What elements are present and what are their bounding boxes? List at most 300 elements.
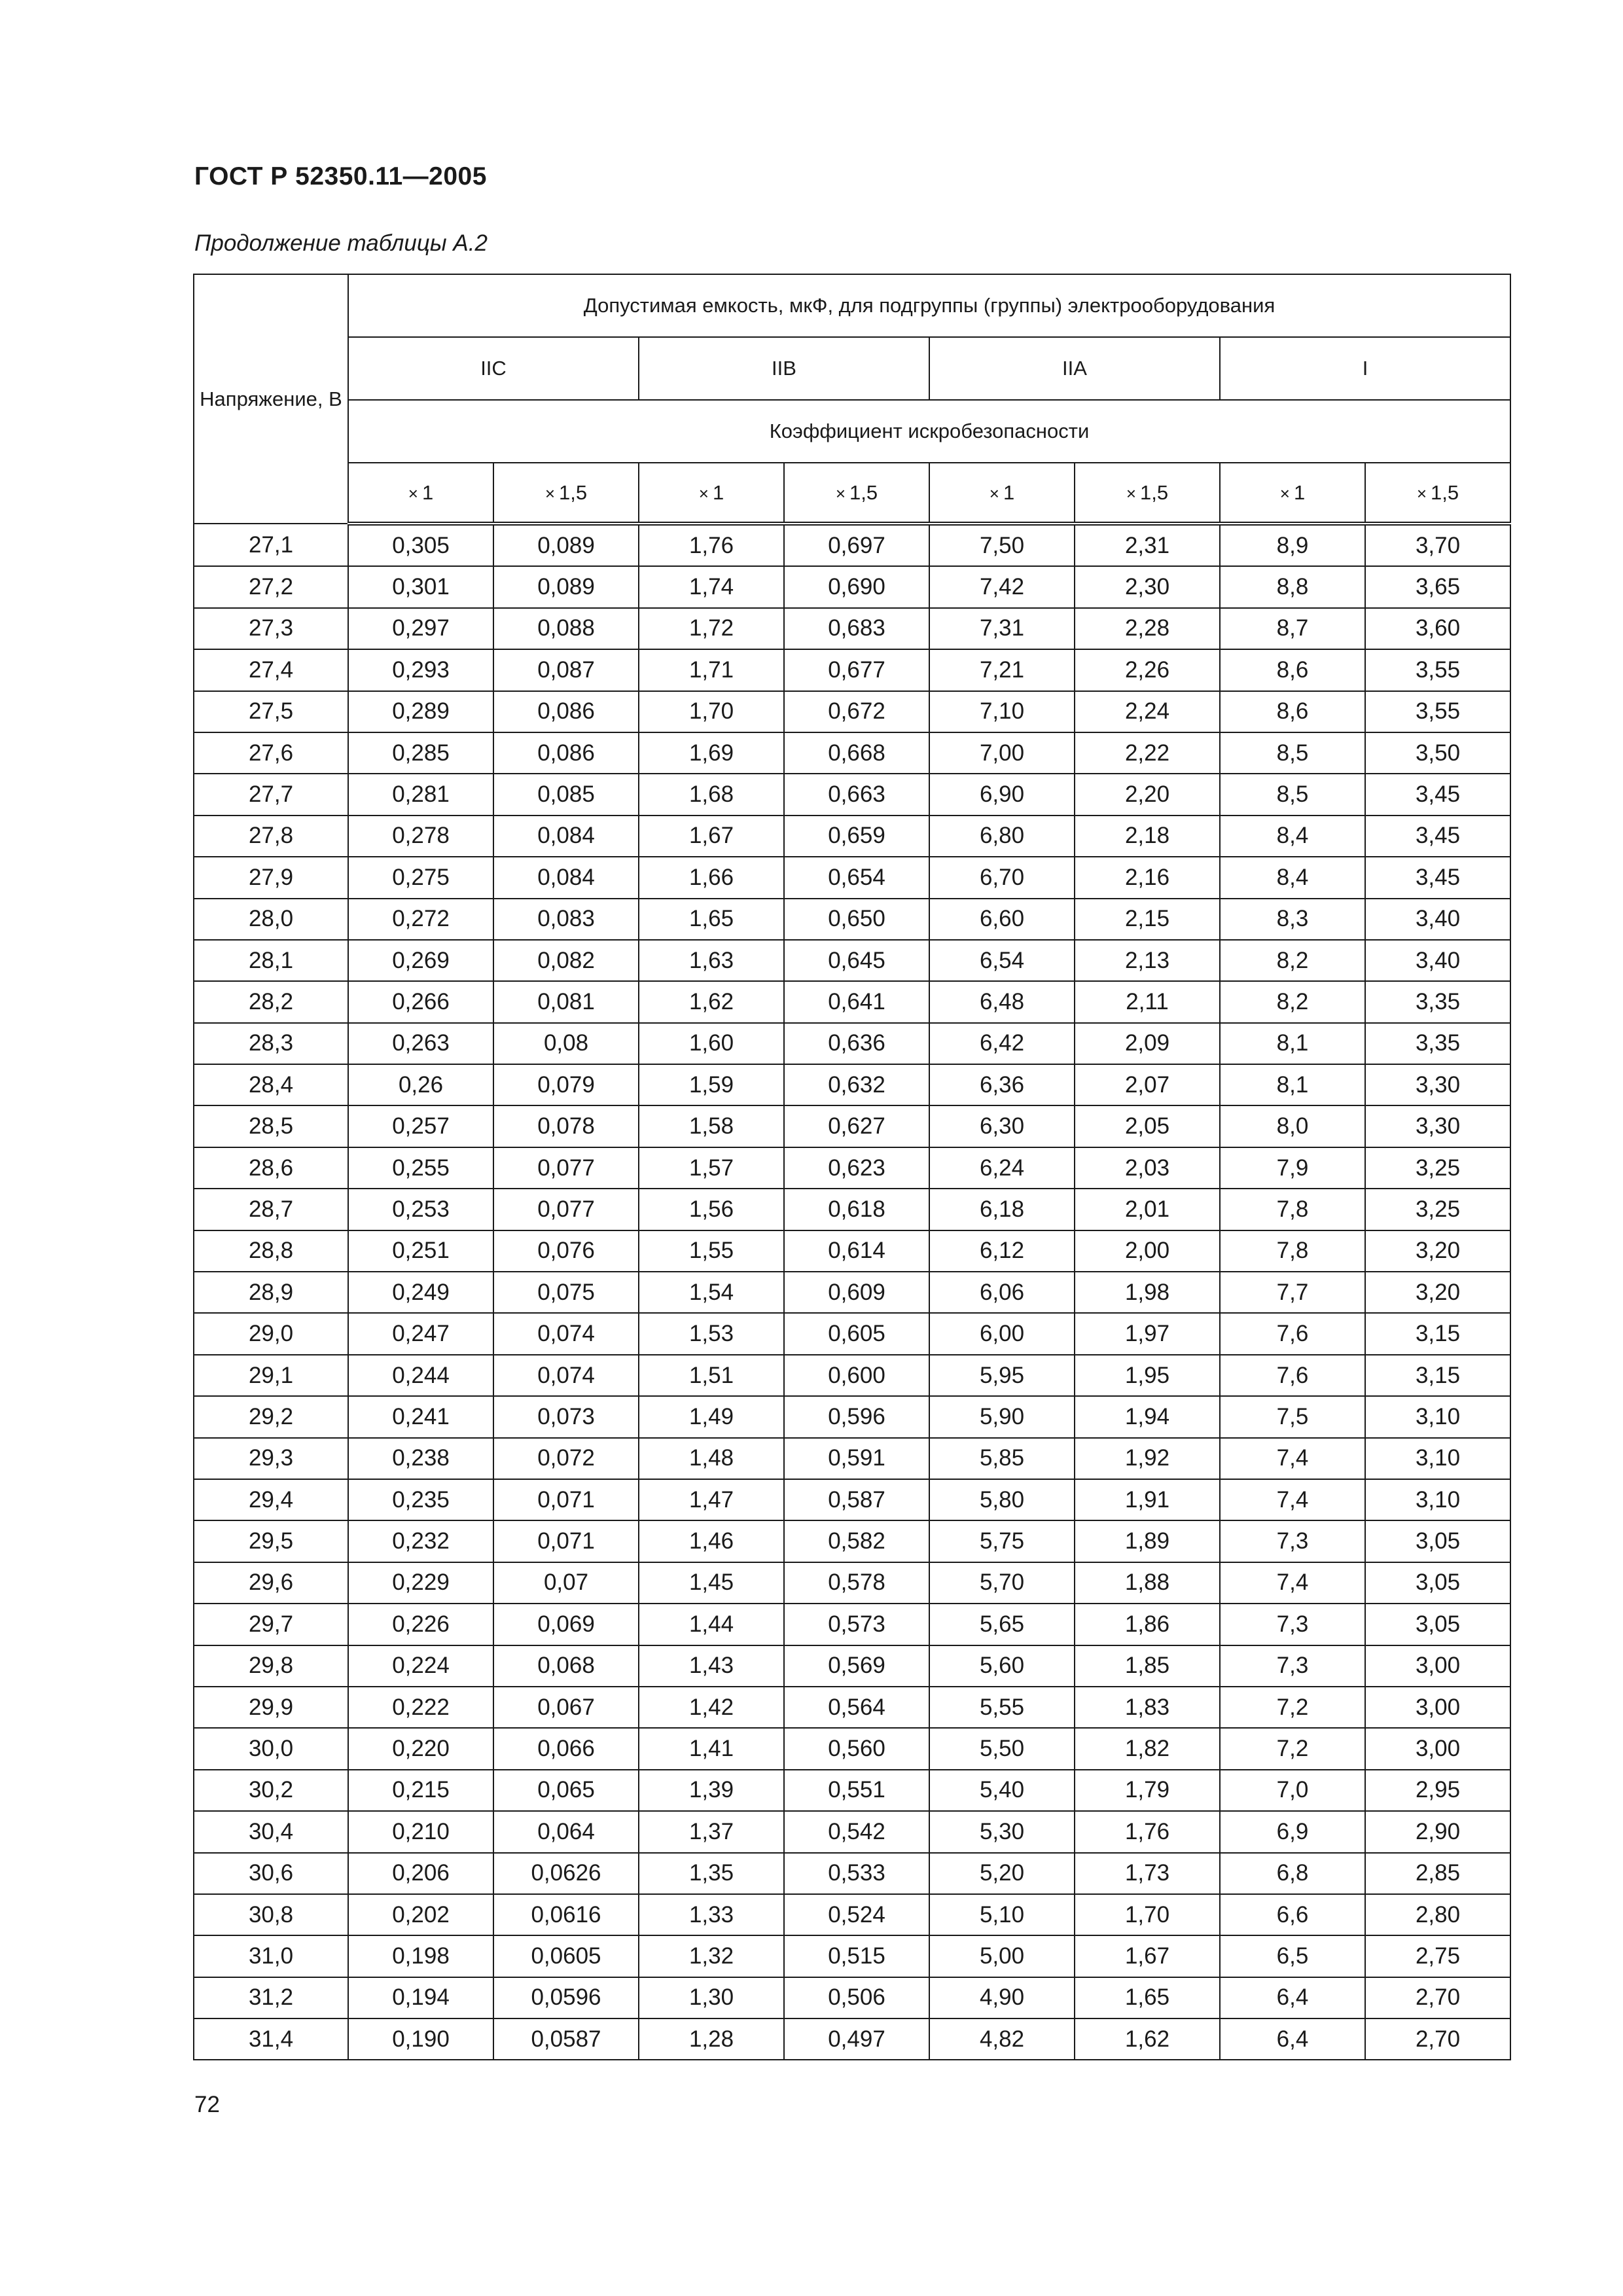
capacitance-cell: 0,293 bbox=[348, 649, 493, 691]
voltage-cell: 30,4 bbox=[194, 1811, 348, 1852]
capacitance-cell: 6,4 bbox=[1220, 2018, 1365, 2060]
capacitance-cell: 6,4 bbox=[1220, 1977, 1365, 2018]
capacitance-cell: 1,73 bbox=[1075, 1853, 1220, 1894]
capacitance-cell: 3,40 bbox=[1365, 899, 1510, 940]
capacitance-cell: 5,60 bbox=[929, 1645, 1075, 1687]
capacitance-cell: 2,75 bbox=[1365, 1935, 1510, 1977]
capacity-header: Допустимая емкость, мкФ, для подгруппы (группы) электрооборудования bbox=[348, 274, 1510, 337]
capacitance-cell: 1,65 bbox=[1075, 1977, 1220, 2018]
capacitance-cell: 1,95 bbox=[1075, 1355, 1220, 1396]
capacitance-cell: 0,075 bbox=[493, 1272, 639, 1313]
capacitance-cell: 0,069 bbox=[493, 1604, 639, 1645]
capacitance-cell: 2,18 bbox=[1075, 816, 1220, 857]
table-row bbox=[194, 1977, 1510, 2018]
capacitance-cell: 2,95 bbox=[1365, 1770, 1510, 1811]
capacitance-cell: 6,30 bbox=[929, 1105, 1075, 1147]
capacitance-cell: 0,645 bbox=[784, 940, 929, 981]
table-row bbox=[194, 1105, 1510, 1147]
capacitance-cell: 1,62 bbox=[1075, 2018, 1220, 2060]
voltage-cell: 28,3 bbox=[194, 1023, 348, 1064]
capacitance-cell: 1,51 bbox=[639, 1355, 784, 1396]
safety-factor-value: 1,5 bbox=[1140, 480, 1169, 504]
capacitance-cell: 1,66 bbox=[639, 857, 784, 898]
capacitance-cell: 3,25 bbox=[1365, 1189, 1510, 1230]
safety-factor-cell bbox=[784, 463, 929, 524]
voltage-cell: 28,8 bbox=[194, 1230, 348, 1272]
capacitance-cell: 4,90 bbox=[929, 1977, 1075, 2018]
capacitance-cell: 7,00 bbox=[929, 732, 1075, 774]
capacitance-cell: 2,13 bbox=[1075, 940, 1220, 981]
capacitance-cell: 5,90 bbox=[929, 1396, 1075, 1437]
voltage-cell: 29,7 bbox=[194, 1604, 348, 1645]
capacitance-cell: 1,45 bbox=[639, 1562, 784, 1604]
capacitance-cell: 1,46 bbox=[639, 1520, 784, 1562]
capacitance-cell: 0,077 bbox=[493, 1147, 639, 1189]
table-row bbox=[194, 691, 1510, 732]
table-row bbox=[194, 1189, 1510, 1230]
table-row bbox=[194, 1894, 1510, 1935]
capacitance-cell: 8,6 bbox=[1220, 691, 1365, 732]
table-row bbox=[194, 1438, 1510, 1479]
capacitance-cell: 6,6 bbox=[1220, 1894, 1365, 1935]
multiply-sign: × bbox=[698, 483, 709, 503]
capacitance-cell: 3,10 bbox=[1365, 1396, 1510, 1437]
capacitance-cell: 1,32 bbox=[639, 1935, 784, 1977]
capacitance-cell: 3,30 bbox=[1365, 1105, 1510, 1147]
voltage-cell: 28,4 bbox=[194, 1064, 348, 1105]
voltage-cell: 30,8 bbox=[194, 1894, 348, 1935]
capacitance-cell: 3,15 bbox=[1365, 1313, 1510, 1354]
capacitance-cell: 8,4 bbox=[1220, 816, 1365, 857]
capacitance-cell: 0,064 bbox=[493, 1811, 639, 1852]
voltage-cell: 29,5 bbox=[194, 1520, 348, 1562]
capacitance-cell: 7,10 bbox=[929, 691, 1075, 732]
capacitance-cell: 0,235 bbox=[348, 1479, 493, 1520]
capacitance-cell: 1,70 bbox=[639, 691, 784, 732]
capacitance-cell: 2,31 bbox=[1075, 524, 1220, 566]
table-row bbox=[194, 1520, 1510, 1562]
capacitance-cell: 2,22 bbox=[1075, 732, 1220, 774]
table-row bbox=[194, 524, 1510, 566]
capacitance-cell: 8,2 bbox=[1220, 940, 1365, 981]
capacitance-cell: 0,627 bbox=[784, 1105, 929, 1147]
capacitance-cell: 6,18 bbox=[929, 1189, 1075, 1230]
capacitance-cell: 6,06 bbox=[929, 1272, 1075, 1313]
capacitance-cell: 2,00 bbox=[1075, 1230, 1220, 1272]
capacitance-cell: 0,632 bbox=[784, 1064, 929, 1105]
capacitance-cell: 5,65 bbox=[929, 1604, 1075, 1645]
capacitance-cell: 3,05 bbox=[1365, 1520, 1510, 1562]
capacitance-cell: 5,40 bbox=[929, 1770, 1075, 1811]
table-row bbox=[194, 1604, 1510, 1645]
capacitance-cell: 1,62 bbox=[639, 981, 784, 1022]
voltage-cell: 27,7 bbox=[194, 774, 348, 815]
capacitance-cell: 0,251 bbox=[348, 1230, 493, 1272]
capacitance-cell: 0,089 bbox=[493, 566, 639, 607]
capacitance-cell: 1,35 bbox=[639, 1853, 784, 1894]
capacitance-cell: 0,569 bbox=[784, 1645, 929, 1687]
capacitance-cell: 5,70 bbox=[929, 1562, 1075, 1604]
capacitance-cell: 1,37 bbox=[639, 1811, 784, 1852]
capacitance-cell: 0,222 bbox=[348, 1687, 493, 1728]
capacitance-cell: 1,68 bbox=[639, 774, 784, 815]
capacitance-cell: 0,697 bbox=[784, 524, 929, 566]
capacitance-cell: 0,076 bbox=[493, 1230, 639, 1272]
safety-factor-value: 1 bbox=[712, 480, 724, 504]
capacitance-cell: 0,078 bbox=[493, 1105, 639, 1147]
document-id: ГОСТ Р 52350.11—2005 bbox=[194, 162, 487, 190]
capacitance-cell: 1,41 bbox=[639, 1728, 784, 1769]
capacitance-cell: 0,506 bbox=[784, 1977, 929, 2018]
capacitance-cell: 0,677 bbox=[784, 649, 929, 691]
capacitance-cell: 1,48 bbox=[639, 1438, 784, 1479]
capacitance-cell: 0,07 bbox=[493, 1562, 639, 1604]
capacitance-cell: 1,79 bbox=[1075, 1770, 1220, 1811]
capacitance-cell: 0,249 bbox=[348, 1272, 493, 1313]
capacitance-cell: 2,30 bbox=[1075, 566, 1220, 607]
capacitance-cell: 7,6 bbox=[1220, 1313, 1365, 1354]
capacitance-cell: 0,609 bbox=[784, 1272, 929, 1313]
multiply-sign: × bbox=[989, 483, 999, 503]
capacitance-cell: 5,80 bbox=[929, 1479, 1075, 1520]
table-row bbox=[194, 1562, 1510, 1604]
capacitance-cell: 1,30 bbox=[639, 1977, 784, 2018]
capacitance-cell: 8,5 bbox=[1220, 774, 1365, 815]
capacitance-cell: 0,253 bbox=[348, 1189, 493, 1230]
capacitance-cell: 0,542 bbox=[784, 1811, 929, 1852]
capacitance-cell: 2,05 bbox=[1075, 1105, 1220, 1147]
capacitance-cell: 0,210 bbox=[348, 1811, 493, 1852]
capacitance-cell: 2,01 bbox=[1075, 1189, 1220, 1230]
capacitance-cell: 0,0587 bbox=[493, 2018, 639, 2060]
capacitance-cell: 2,09 bbox=[1075, 1023, 1220, 1064]
capacitance-cell: 3,40 bbox=[1365, 940, 1510, 981]
capacitance-cell: 0,663 bbox=[784, 774, 929, 815]
capacitance-cell: 6,42 bbox=[929, 1023, 1075, 1064]
capacitance-cell: 5,10 bbox=[929, 1894, 1075, 1935]
voltage-cell: 27,9 bbox=[194, 857, 348, 898]
capacitance-cell: 0,683 bbox=[784, 608, 929, 649]
capacitance-cell: 0,524 bbox=[784, 1894, 929, 1935]
capacitance-cell: 6,80 bbox=[929, 816, 1075, 857]
capacitance-cell: 0,573 bbox=[784, 1604, 929, 1645]
voltage-cell: 29,6 bbox=[194, 1562, 348, 1604]
safety-factor-cell bbox=[639, 463, 784, 524]
voltage-cell: 28,0 bbox=[194, 899, 348, 940]
capacitance-cell: 0,081 bbox=[493, 981, 639, 1022]
capacitance-cell: 0,238 bbox=[348, 1438, 493, 1479]
capacitance-cell: 5,20 bbox=[929, 1853, 1075, 1894]
table-row bbox=[194, 899, 1510, 940]
voltage-cell: 29,0 bbox=[194, 1313, 348, 1354]
capacitance-cell: 0,226 bbox=[348, 1604, 493, 1645]
table-row bbox=[194, 649, 1510, 691]
capacitance-cell: 1,97 bbox=[1075, 1313, 1220, 1354]
capacitance-cell: 8,7 bbox=[1220, 608, 1365, 649]
table-row bbox=[194, 1687, 1510, 1728]
capacitance-cell: 0,0616 bbox=[493, 1894, 639, 1935]
capacitance-cell: 6,48 bbox=[929, 981, 1075, 1022]
capacitance-cell: 1,72 bbox=[639, 608, 784, 649]
capacitance-cell: 1,53 bbox=[639, 1313, 784, 1354]
voltage-cell: 28,5 bbox=[194, 1105, 348, 1147]
capacitance-cell: 1,69 bbox=[639, 732, 784, 774]
safety-factor-header: Коэффициент искробезопасности bbox=[348, 400, 1510, 463]
capacitance-cell: 3,20 bbox=[1365, 1230, 1510, 1272]
capacitance-cell: 0,275 bbox=[348, 857, 493, 898]
capacitance-cell: 0,068 bbox=[493, 1645, 639, 1687]
safety-factor-cell bbox=[929, 463, 1075, 524]
capacitance-cell: 0,533 bbox=[784, 1853, 929, 1894]
capacitance-cell: 8,5 bbox=[1220, 732, 1365, 774]
capacitance-cell: 5,50 bbox=[929, 1728, 1075, 1769]
voltage-cell: 30,0 bbox=[194, 1728, 348, 1769]
capacitance-cell: 7,7 bbox=[1220, 1272, 1365, 1313]
capacitance-cell: 1,91 bbox=[1075, 1479, 1220, 1520]
capacitance-cell: 7,50 bbox=[929, 524, 1075, 566]
capacitance-cell: 1,74 bbox=[639, 566, 784, 607]
table-caption: Продолжение таблицы А.2 bbox=[194, 230, 488, 256]
multiply-sign: × bbox=[835, 483, 846, 503]
capacitance-cell: 5,00 bbox=[929, 1935, 1075, 1977]
capacitance-cell: 2,15 bbox=[1075, 899, 1220, 940]
capacitance-cell: 1,54 bbox=[639, 1272, 784, 1313]
capacitance-cell: 3,60 bbox=[1365, 608, 1510, 649]
page-number: 72 bbox=[194, 2092, 220, 2117]
capacitance-cell: 0,247 bbox=[348, 1313, 493, 1354]
capacitance-cell: 0,244 bbox=[348, 1355, 493, 1396]
capacitance-cell: 3,70 bbox=[1365, 524, 1510, 566]
capacitance-cell: 2,11 bbox=[1075, 981, 1220, 1022]
capacitance-cell: 0,636 bbox=[784, 1023, 929, 1064]
capacitance-cell: 1,42 bbox=[639, 1687, 784, 1728]
voltage-cell: 27,8 bbox=[194, 816, 348, 857]
capacitance-cell: 0,084 bbox=[493, 816, 639, 857]
capacitance-cell: 6,36 bbox=[929, 1064, 1075, 1105]
voltage-cell: 27,6 bbox=[194, 732, 348, 774]
capacitance-cell: 0,596 bbox=[784, 1396, 929, 1437]
voltage-cell: 28,9 bbox=[194, 1272, 348, 1313]
voltage-cell: 29,4 bbox=[194, 1479, 348, 1520]
safety-factor-cell bbox=[1220, 463, 1365, 524]
capacitance-cell: 1,67 bbox=[1075, 1935, 1220, 1977]
capacitance-cell: 0,072 bbox=[493, 1438, 639, 1479]
table-row bbox=[194, 1853, 1510, 1894]
capacitance-cell: 1,59 bbox=[639, 1064, 784, 1105]
safety-factor-value: 1 bbox=[1293, 480, 1306, 504]
capacitance-cell: 3,45 bbox=[1365, 774, 1510, 815]
capacitance-cell: 0,073 bbox=[493, 1396, 639, 1437]
capacitance-cell: 7,4 bbox=[1220, 1438, 1365, 1479]
capacitance-cell: 0,618 bbox=[784, 1189, 929, 1230]
capacitance-cell: 6,9 bbox=[1220, 1811, 1365, 1852]
voltage-cell: 29,9 bbox=[194, 1687, 348, 1728]
capacitance-cell: 1,56 bbox=[639, 1189, 784, 1230]
capacitance-cell: 3,25 bbox=[1365, 1147, 1510, 1189]
capacitance-cell: 0,0626 bbox=[493, 1853, 639, 1894]
capacitance-cell: 0,272 bbox=[348, 899, 493, 940]
capacitance-cell: 0,281 bbox=[348, 774, 493, 815]
capacitance-cell: 1,82 bbox=[1075, 1728, 1220, 1769]
table-row bbox=[194, 1396, 1510, 1437]
capacitance-cell: 0,084 bbox=[493, 857, 639, 898]
capacitance-cell: 8,8 bbox=[1220, 566, 1365, 607]
capacitance-cell: 0,085 bbox=[493, 774, 639, 815]
capacitance-cell: 0,198 bbox=[348, 1935, 493, 1977]
voltage-cell: 31,2 bbox=[194, 1977, 348, 2018]
capacitance-cell: 7,42 bbox=[929, 566, 1075, 607]
capacitance-cell: 0,654 bbox=[784, 857, 929, 898]
capacitance-cell: 1,92 bbox=[1075, 1438, 1220, 1479]
capacitance-cell: 0,578 bbox=[784, 1562, 929, 1604]
capacitance-cell: 2,80 bbox=[1365, 1894, 1510, 1935]
capacitance-cell: 4,82 bbox=[929, 2018, 1075, 2060]
capacitance-cell: 6,90 bbox=[929, 774, 1075, 815]
capacitance-cell: 0,605 bbox=[784, 1313, 929, 1354]
voltage-cell: 30,2 bbox=[194, 1770, 348, 1811]
capacitance-cell: 6,00 bbox=[929, 1313, 1075, 1354]
group-header-iia: IIA bbox=[929, 337, 1220, 400]
capacitance-cell: 1,55 bbox=[639, 1230, 784, 1272]
voltage-cell: 29,8 bbox=[194, 1645, 348, 1687]
multiply-sign: × bbox=[408, 483, 418, 503]
voltage-cell: 28,6 bbox=[194, 1147, 348, 1189]
table-row bbox=[194, 1272, 1510, 1313]
capacitance-cell: 1,44 bbox=[639, 1604, 784, 1645]
capacitance-cell: 3,05 bbox=[1365, 1604, 1510, 1645]
capacitance-cell: 0,215 bbox=[348, 1770, 493, 1811]
capacitance-cell: 3,35 bbox=[1365, 981, 1510, 1022]
capacitance-cell: 1,58 bbox=[639, 1105, 784, 1147]
capacitance-cell: 7,21 bbox=[929, 649, 1075, 691]
capacitance-cell: 1,47 bbox=[639, 1479, 784, 1520]
capacitance-cell: 1,63 bbox=[639, 940, 784, 981]
voltage-cell: 31,4 bbox=[194, 2018, 348, 2060]
capacitance-cell: 0,0605 bbox=[493, 1935, 639, 1977]
capacitance-cell: 6,54 bbox=[929, 940, 1075, 981]
capacitance-cell: 0,297 bbox=[348, 608, 493, 649]
capacitance-cell: 0,224 bbox=[348, 1645, 493, 1687]
capacitance-cell: 1,83 bbox=[1075, 1687, 1220, 1728]
capacitance-cell: 7,3 bbox=[1220, 1604, 1365, 1645]
capacitance-cell: 1,57 bbox=[639, 1147, 784, 1189]
table-row bbox=[194, 940, 1510, 981]
group-header-iib: IIB bbox=[639, 337, 929, 400]
group-header-iic: IIC bbox=[348, 337, 639, 400]
capacitance-cell: 0,289 bbox=[348, 691, 493, 732]
capacitance-cell: 0,071 bbox=[493, 1520, 639, 1562]
capacitance-cell: 1,70 bbox=[1075, 1894, 1220, 1935]
capacitance-cell: 1,28 bbox=[639, 2018, 784, 2060]
capacitance-cell: 3,00 bbox=[1365, 1728, 1510, 1769]
capacitance-cell: 8,0 bbox=[1220, 1105, 1365, 1147]
capacitance-cell: 3,20 bbox=[1365, 1272, 1510, 1313]
capacitance-cell: 5,95 bbox=[929, 1355, 1075, 1396]
capacitance-cell: 3,55 bbox=[1365, 649, 1510, 691]
capacitance-cell: 3,10 bbox=[1365, 1438, 1510, 1479]
table-row bbox=[194, 608, 1510, 649]
capacitance-cell: 6,60 bbox=[929, 899, 1075, 940]
capacitance-cell: 6,70 bbox=[929, 857, 1075, 898]
capacitance-cell: 0,206 bbox=[348, 1853, 493, 1894]
capacitance-cell: 0,229 bbox=[348, 1562, 493, 1604]
capacitance-cell: 0,623 bbox=[784, 1147, 929, 1189]
capacitance-cell: 3,05 bbox=[1365, 1562, 1510, 1604]
capacitance-cell: 0,690 bbox=[784, 566, 929, 607]
capacitance-cell: 0,497 bbox=[784, 2018, 929, 2060]
capacitance-cell: 7,8 bbox=[1220, 1230, 1365, 1272]
capacitance-cell: 1,71 bbox=[639, 649, 784, 691]
capacitance-cell: 0,074 bbox=[493, 1313, 639, 1354]
capacitance-cell: 1,33 bbox=[639, 1894, 784, 1935]
capacitance-cell: 0,220 bbox=[348, 1728, 493, 1769]
capacitance-cell: 0,269 bbox=[348, 940, 493, 981]
capacitance-cell: 7,6 bbox=[1220, 1355, 1365, 1396]
capacitance-cell: 0,614 bbox=[784, 1230, 929, 1272]
safety-factor-value: 1,5 bbox=[559, 480, 588, 504]
capacitance-cell: 7,5 bbox=[1220, 1396, 1365, 1437]
capacitance-cell: 0,551 bbox=[784, 1770, 929, 1811]
capacitance-cell: 5,30 bbox=[929, 1811, 1075, 1852]
capacitance-cell: 7,0 bbox=[1220, 1770, 1365, 1811]
capacitance-cell: 3,10 bbox=[1365, 1479, 1510, 1520]
capacitance-cell: 8,2 bbox=[1220, 981, 1365, 1022]
capacitance-cell: 0,564 bbox=[784, 1687, 929, 1728]
capacitance-cell: 0,672 bbox=[784, 691, 929, 732]
capacitance-cell: 0,255 bbox=[348, 1147, 493, 1189]
capacitance-cell: 7,8 bbox=[1220, 1189, 1365, 1230]
safety-factor-value: 1 bbox=[1003, 480, 1015, 504]
capacitance-table bbox=[193, 274, 1511, 2060]
voltage-cell: 27,4 bbox=[194, 649, 348, 691]
capacitance-cell: 3,45 bbox=[1365, 816, 1510, 857]
capacitance-cell: 3,15 bbox=[1365, 1355, 1510, 1396]
safety-factor-cell bbox=[493, 463, 639, 524]
capacitance-cell: 0,071 bbox=[493, 1479, 639, 1520]
capacitance-cell: 2,85 bbox=[1365, 1853, 1510, 1894]
capacitance-cell: 0,582 bbox=[784, 1520, 929, 1562]
capacitance-cell: 3,35 bbox=[1365, 1023, 1510, 1064]
table-body bbox=[194, 524, 1510, 2060]
capacitance-cell: 0,088 bbox=[493, 608, 639, 649]
capacitance-cell: 1,76 bbox=[1075, 1811, 1220, 1852]
capacitance-cell: 0,190 bbox=[348, 2018, 493, 2060]
capacitance-cell: 0,079 bbox=[493, 1064, 639, 1105]
capacitance-cell: 7,3 bbox=[1220, 1520, 1365, 1562]
voltage-column-header: Напряжение, В bbox=[194, 274, 348, 524]
capacitance-cell: 7,2 bbox=[1220, 1728, 1365, 1769]
capacitance-cell: 7,2 bbox=[1220, 1687, 1365, 1728]
capacitance-cell: 7,4 bbox=[1220, 1562, 1365, 1604]
safety-factor-cell bbox=[1075, 463, 1220, 524]
table-row bbox=[194, 816, 1510, 857]
capacitance-cell: 3,55 bbox=[1365, 691, 1510, 732]
capacitance-cell: 8,6 bbox=[1220, 649, 1365, 691]
voltage-cell: 28,2 bbox=[194, 981, 348, 1022]
capacitance-cell: 0,257 bbox=[348, 1105, 493, 1147]
table-row bbox=[194, 1935, 1510, 1977]
capacitance-cell: 3,50 bbox=[1365, 732, 1510, 774]
voltage-cell: 31,0 bbox=[194, 1935, 348, 1977]
capacitance-cell: 0,668 bbox=[784, 732, 929, 774]
capacitance-cell: 1,39 bbox=[639, 1770, 784, 1811]
capacitance-cell: 0,194 bbox=[348, 1977, 493, 2018]
capacitance-cell: 0,587 bbox=[784, 1479, 929, 1520]
capacitance-cell: 0,089 bbox=[493, 524, 639, 566]
voltage-cell: 27,3 bbox=[194, 608, 348, 649]
capacitance-cell: 5,55 bbox=[929, 1687, 1075, 1728]
capacitance-cell: 0,065 bbox=[493, 1770, 639, 1811]
